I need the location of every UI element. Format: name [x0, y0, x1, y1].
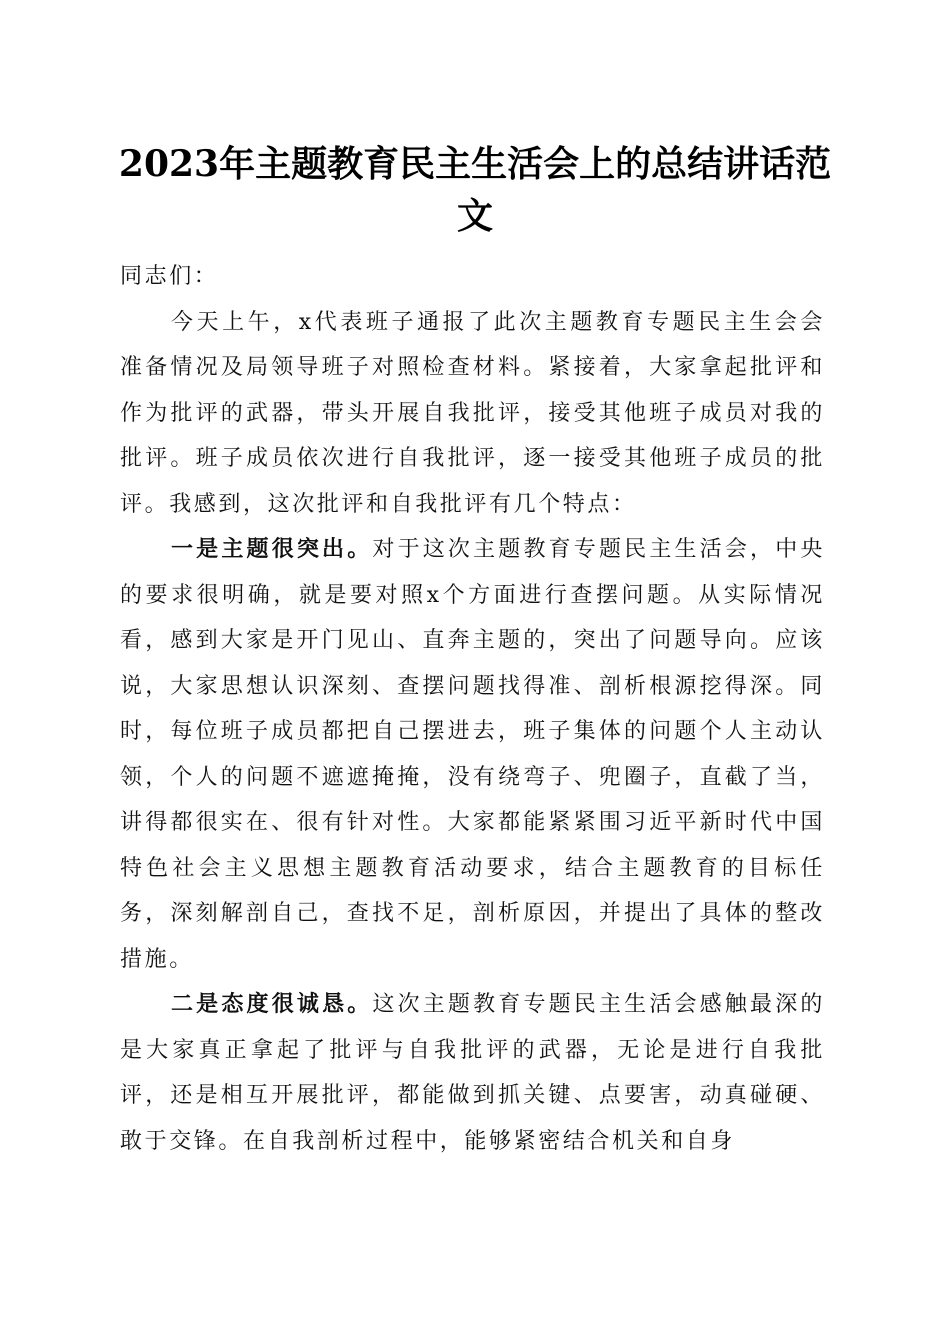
paragraph-intro — [120, 300, 825, 528]
paragraph-point-one — [120, 527, 825, 982]
document-title: 2023年主题教育民主生活会上的总结讲话范文 — [118, 143, 832, 237]
salutation: 同志们： — [120, 264, 219, 289]
document-body — [120, 254, 825, 1164]
paragraph-lead: 二是态度很诚恳。 — [171, 991, 373, 1017]
paragraph-text: 对于这次主题教育专题民主生活会，中央的要求很明确，就是要对照x个方面进行查摆问题。从实际情况看，感到大家是开门见山、直奔主题的，突出了问题导向。应该说，大家思想认识深刻、查摆问题找得准、剖析根源挖得深。同时，每位班子成员都把自己摆进去，班子集体的问题个人主动认领，个人的问题不遮遮掩掩，没有绕弯子、兜圈子，直截了当，讲得都很实在、很有针对性。大家都能紧紧围习近平新时代中国特色社会主义思想主题教育活动要求，结合主题教育的目标任务，深刻解剖自己，查找不足，剖析原因，并提出了具体的整改措施。 — [120, 537, 825, 972]
paragraph-text: 这次主题教育专题民主生活会感触最深的是大家真正拿起了批评与自我批评的武器，无论是进行自我批评，还是相互开展批评，都能做到抓关键、点要害，动真碰硬、敢于交锋。在自我剖析过程中，能够紧密结合机关和自身 — [120, 992, 825, 1154]
paragraph-text: 今天上午，x代表班子通报了此次主题教育专题民主生会会准备情况及局领导班子对照检查材料。紧接着，大家拿起批评和作为批评的武器，带头开展自我批评，接受其他班子成员对我的批评。班子成员依次进行自我批评，逐一接受其他班子成员的批评。我感到，这次批评和自我批评有几个特点： — [120, 309, 825, 517]
paragraph-point-two — [120, 982, 825, 1164]
paragraph-lead: 一是主题很突出。 — [171, 536, 373, 562]
